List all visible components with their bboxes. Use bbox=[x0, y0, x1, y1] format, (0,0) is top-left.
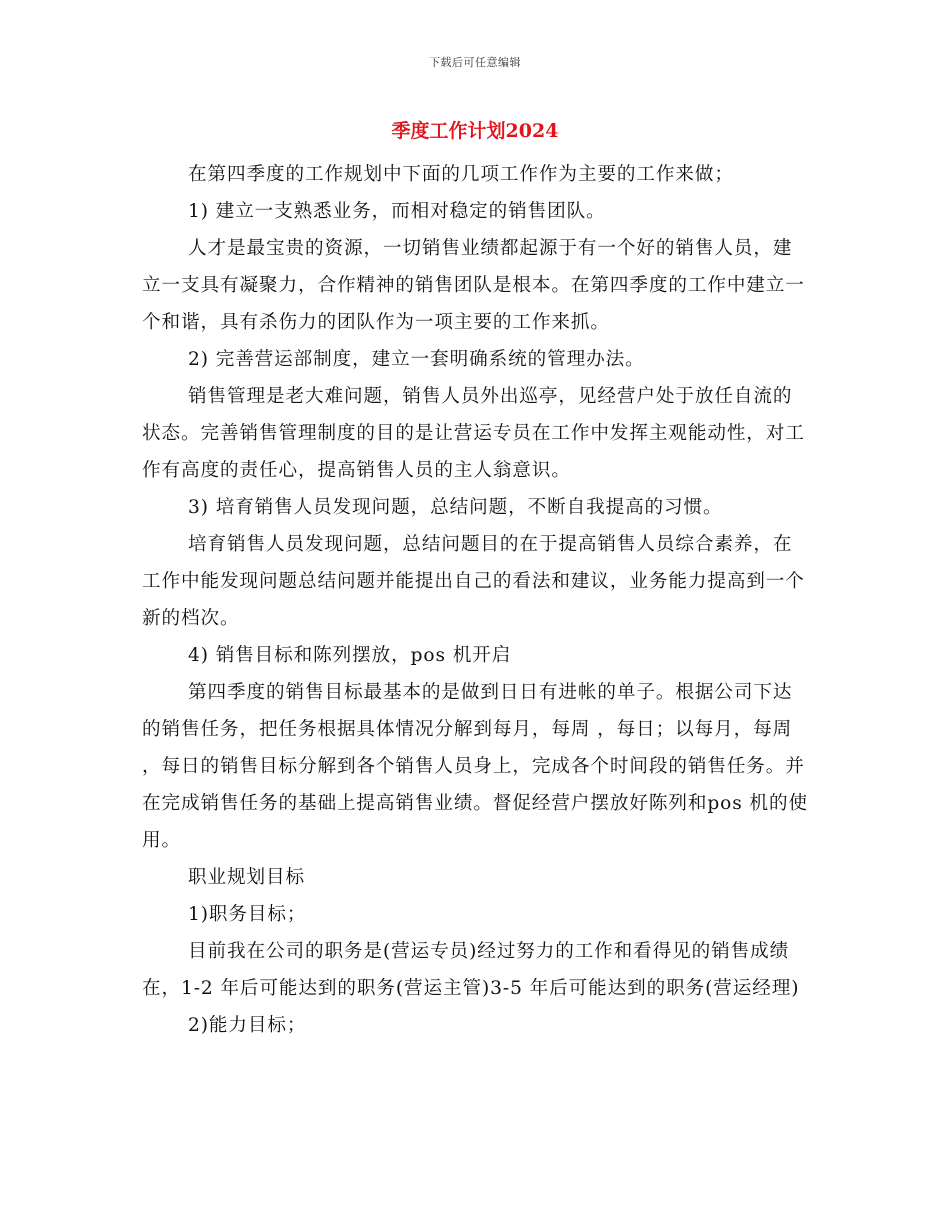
paragraph: 1)职务目标； bbox=[188, 904, 307, 925]
paragraph: 目前我在公司的职务是(营运专员)经过努力的工作和看得见的销售成绩在，1-2 年后可能达到的职务(营运主管)3-5 年后可能达到的职务(营运经理) bbox=[142, 941, 800, 999]
paragraph: 人才是最宝贵的资源，一切销售业绩都起源于有一个好的销售人员，建立一支具有凝聚力，合作精神的销售团队是根本。在第四季度的工作中建立一个和谐，具有杀伤力的团队作为一项主要的工作来抓。 bbox=[142, 238, 805, 333]
paragraph: 培育销售人员发现问题，总结问题目的在于提高销售人员综合素养，在工作中能发现问题总结问题并能提出自己的看法和建议，业务能力提高到一个新的档次。 bbox=[142, 534, 805, 629]
document-title: 季度工作计划2024 bbox=[391, 120, 559, 142]
paragraph: 3) 培育销售人员发现问题，总结问题，不断自我提高的习惯。 bbox=[188, 497, 723, 518]
document-body bbox=[142, 156, 808, 1044]
paragraph: 在第四季度的工作规划中下面的几项工作作为主要的工作来做； bbox=[188, 164, 734, 185]
paragraph: 销售管理是老大难问题，销售人员外出巡亭，见经营户处于放任自流的状态。完善销售管理制度的目的是让营运专员在工作中发挥主观能动性，对工作有高度的责任心，提高销售人员的主人翁意识。 bbox=[142, 386, 805, 481]
paragraph: 4) 销售目标和陈列摆放，pos 机开启 bbox=[188, 645, 512, 666]
paragraph: 职业规划目标 bbox=[188, 867, 305, 888]
paragraph: 1) 建立一支熟悉业务，而相对稳定的销售团队。 bbox=[188, 201, 606, 222]
paragraph: 第四季度的销售目标最基本的是做到日日有进帐的单子。根据公司下达的销售任务，把任务根据具体情况分解到每月，每周 ，每日；以每月，每周 ，每日的销售目标分解到各个销售人员身上，完成各个时间段的销售任务。并在完成销售任务的基础上提高销售业绩。督促经营户摆放好陈列和pos 机的使用。 bbox=[142, 682, 808, 851]
header-note: 下载后可任意编辑 bbox=[429, 56, 521, 69]
paragraph: 2) 完善营运部制度，建立一套明确系统的管理办法。 bbox=[188, 349, 645, 370]
paragraph: 2)能力目标； bbox=[188, 1015, 307, 1036]
